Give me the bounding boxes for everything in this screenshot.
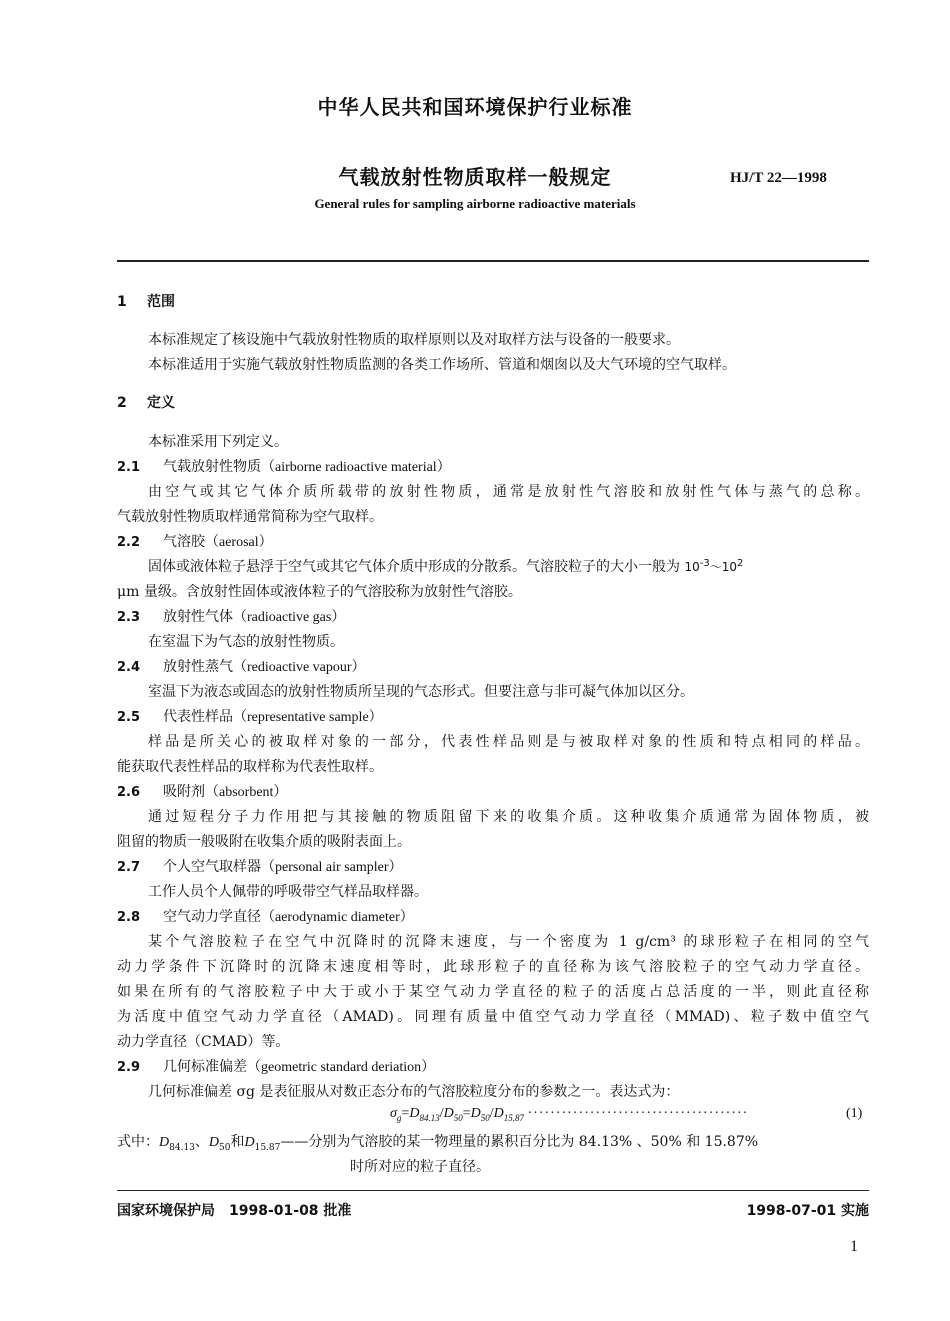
implementation-info: 1998-07-01 实施 [746, 1203, 869, 1219]
definition-number: 2.2 [117, 535, 141, 550]
paragraph-line: 动力学条件下沉降时的沉降末速度相等时，此球形粒子的直径称为该气溶胶粒子的空气动力学直径。 [117, 959, 869, 975]
formula-symbol: D [409, 1106, 420, 1121]
definition-heading [117, 531, 273, 551]
definition-heading [117, 856, 403, 876]
formula-subscript: 50 [453, 1112, 463, 1123]
paragraph-line: 在室温下为气态的放射性物质。 [148, 634, 344, 650]
range-separator: ～ [709, 560, 722, 574]
paragraph-line: 能获取代表性样品的取样称为代表性取样。 [117, 759, 383, 775]
definition-number: 2.7 [117, 860, 141, 875]
definition-term: 放射性气体 [163, 609, 233, 625]
definition-term-english: （airborne radioactive material） [261, 460, 451, 475]
definition-term: 吸附剂 [163, 784, 205, 800]
definition-term-english: （redioactive vapour） [233, 660, 366, 675]
definition-number: 2.9 [117, 1060, 141, 1075]
formula-symbol: D [470, 1106, 481, 1121]
paragraph-line: 为活度中值空气动力学直径（AMAD)。同理有质量中值空气动力学直径（MMAD)、粒子数中值空气 [117, 1009, 869, 1025]
definition-number: 2.3 [117, 610, 141, 625]
page-number: 1 [850, 1238, 858, 1255]
definition-heading [117, 656, 366, 676]
formula-subscript: 84.13 [419, 1112, 440, 1123]
formula-symbol: D [208, 1135, 220, 1150]
definition-number: 2.1 [117, 460, 141, 475]
definition-heading [117, 781, 287, 801]
definition-number: 2.8 [117, 910, 141, 925]
document-title: 气载放射性物质取样一般规定 [338, 165, 612, 189]
definition-term-english: （aerodynamic diameter） [261, 910, 414, 925]
section-number: 1 [117, 294, 127, 310]
formula-operator: / [439, 1106, 444, 1121]
paragraph-line: 几何标准偏差 σg 是表征服从对数正态分布的气溶胶粒度分布的参数之一。表达式为： [148, 1084, 680, 1100]
paragraph-line: 样品是所关心的被取样对象的一部分，代表性样品则是与被取样对象的性质和特点相同的样品。 [148, 734, 869, 750]
definition-heading [117, 906, 414, 926]
separator: 、 [194, 1134, 209, 1150]
definition-heading [117, 1056, 435, 1076]
text: 固体或液体粒子悬浮于空气或其它气体介质中形成的分散系。气溶胶粒子的大小一般为 [148, 559, 680, 575]
section-title: 定义 [147, 395, 175, 411]
formula-subscript: 15.87 [254, 1142, 281, 1153]
paragraph: 本标准采用下列定义。 [148, 434, 288, 450]
formula-subscript: 15.87 [503, 1112, 524, 1123]
where-clause [117, 1131, 758, 1153]
definition-term-english: （geometric standard deriation） [247, 1060, 436, 1075]
size-range [684, 560, 743, 574]
section-number: 2 [117, 395, 127, 411]
definition-term: 空气动力学直径 [163, 909, 261, 925]
where-text-continued: 时所对应的粒子直径。 [350, 1159, 490, 1175]
formula-1 [390, 1106, 748, 1123]
paragraph-line: 某个气溶胶粒子在空气中沉降时的沉降末速度，与一个密度为 1 g/cm³ 的球形粒子在相同的空气 [148, 934, 869, 950]
formula-subscript: 50 [480, 1112, 490, 1123]
paragraph: 本标准规定了核设施中气载放射性物质的取样原则以及对取样方法与设备的一般要求。 [148, 332, 680, 348]
range-from-exponent: -3 [699, 558, 710, 569]
definition-term-english: （aerosal） [205, 535, 273, 550]
formula-operator: = [462, 1106, 471, 1121]
definition-term-english: （personal air sampler） [261, 860, 403, 875]
formula-symbol: D [443, 1106, 454, 1121]
paragraph-line: 工作人员个人佩带的呼吸带空气样品取样器。 [148, 884, 428, 900]
definition-term: 个人空气取样器 [163, 859, 261, 875]
range-to: 10 [721, 560, 738, 574]
conjunction: 和 [230, 1134, 245, 1150]
formula-operator: = [401, 1106, 410, 1121]
definition-term-english: （representative sample） [233, 710, 383, 725]
definition-number: 2.6 [117, 785, 141, 800]
formula-number: (1) [846, 1106, 863, 1121]
range-to-exponent: 2 [737, 558, 744, 569]
standard-category-label: 中华人民共和国环境保护行业标准 [317, 95, 633, 119]
paragraph-line [148, 556, 743, 576]
definition-number: 2.4 [117, 660, 141, 675]
formula-symbol: σ [390, 1106, 397, 1121]
section-2-heading [117, 392, 175, 412]
approval-info: 国家环境保护局 1998-01-08 批准 [117, 1203, 352, 1219]
section-1-heading [117, 291, 175, 311]
standard-code: HJ/T 22—1998 [730, 170, 827, 186]
definition-term: 代表性样品 [163, 709, 233, 725]
paragraph-line: 阻留的物质一般吸附在收集介质的吸附表面上。 [117, 834, 411, 850]
where-text: ——分别为气溶胶的某一物理量的累积百分比为 84.13% 、50% 和 15.87% [280, 1134, 759, 1150]
formula-symbol: D [493, 1106, 504, 1121]
header-divider [117, 260, 869, 262]
paragraph-line: 由空气或其它气体介质所载带的放射性物质，通常是放射性气溶胶和放射性气体与蒸气的总称。 [148, 484, 869, 500]
paragraph-line: 室温下为液态或固态的放射性物质所呈现的气态形式。但要注意与非可凝气体加以区分。 [148, 684, 694, 700]
paragraph-line: 通过短程分子力作用把与其接触的物质阻留下来的收集介质。这种收集介质通常为固体物质，被 [148, 809, 869, 825]
range-from: 10 [684, 560, 700, 574]
paragraph: 本标准适用于实施气载放射性物质监测的各类工作场所、管道和烟囱以及大气环境的空气取样。 [148, 357, 736, 373]
paragraph-line: 气载放射性物质取样通常简称为空气取样。 [117, 509, 383, 525]
formula-subscript: 84.13 [169, 1142, 195, 1153]
definition-term: 气载放射性物质 [163, 459, 261, 475]
definition-term: 放射性蒸气 [163, 659, 233, 675]
section-title: 范围 [147, 294, 175, 310]
definition-number: 2.5 [117, 710, 141, 725]
formula-subscript: 50 [219, 1142, 231, 1153]
definition-term: 气溶胶 [163, 534, 205, 550]
paragraph-line: 动力学直径（CMAD）等。 [117, 1034, 290, 1050]
paragraph-line: 如果在所有的气溶胶粒子中大于或小于某空气动力学直径的粒子的活度占总活度的一半，则此直径称 [117, 984, 869, 1000]
definition-heading [117, 456, 451, 476]
formula-symbol: D [159, 1135, 170, 1150]
footer-divider [117, 1190, 869, 1191]
definition-heading [117, 706, 383, 726]
where-label: 式中： [117, 1134, 159, 1150]
definition-heading [117, 606, 345, 626]
definition-term-english: （radioactive gas） [233, 610, 346, 625]
document-subtitle-english: General rules for sampling airborne radioactive materials [314, 196, 636, 211]
definition-term-english: （absorbent） [205, 785, 288, 800]
formula-operator: / [489, 1106, 494, 1121]
definition-term: 几何标准偏差 [163, 1059, 247, 1075]
leader-dots: ······································· [527, 1106, 749, 1121]
formula-subscript: g [396, 1112, 402, 1123]
paragraph-line: μm 量级。含放射性固体或液体粒子的气溶胶称为放射性气溶胶。 [117, 584, 522, 600]
formula-symbol: D [244, 1135, 255, 1150]
